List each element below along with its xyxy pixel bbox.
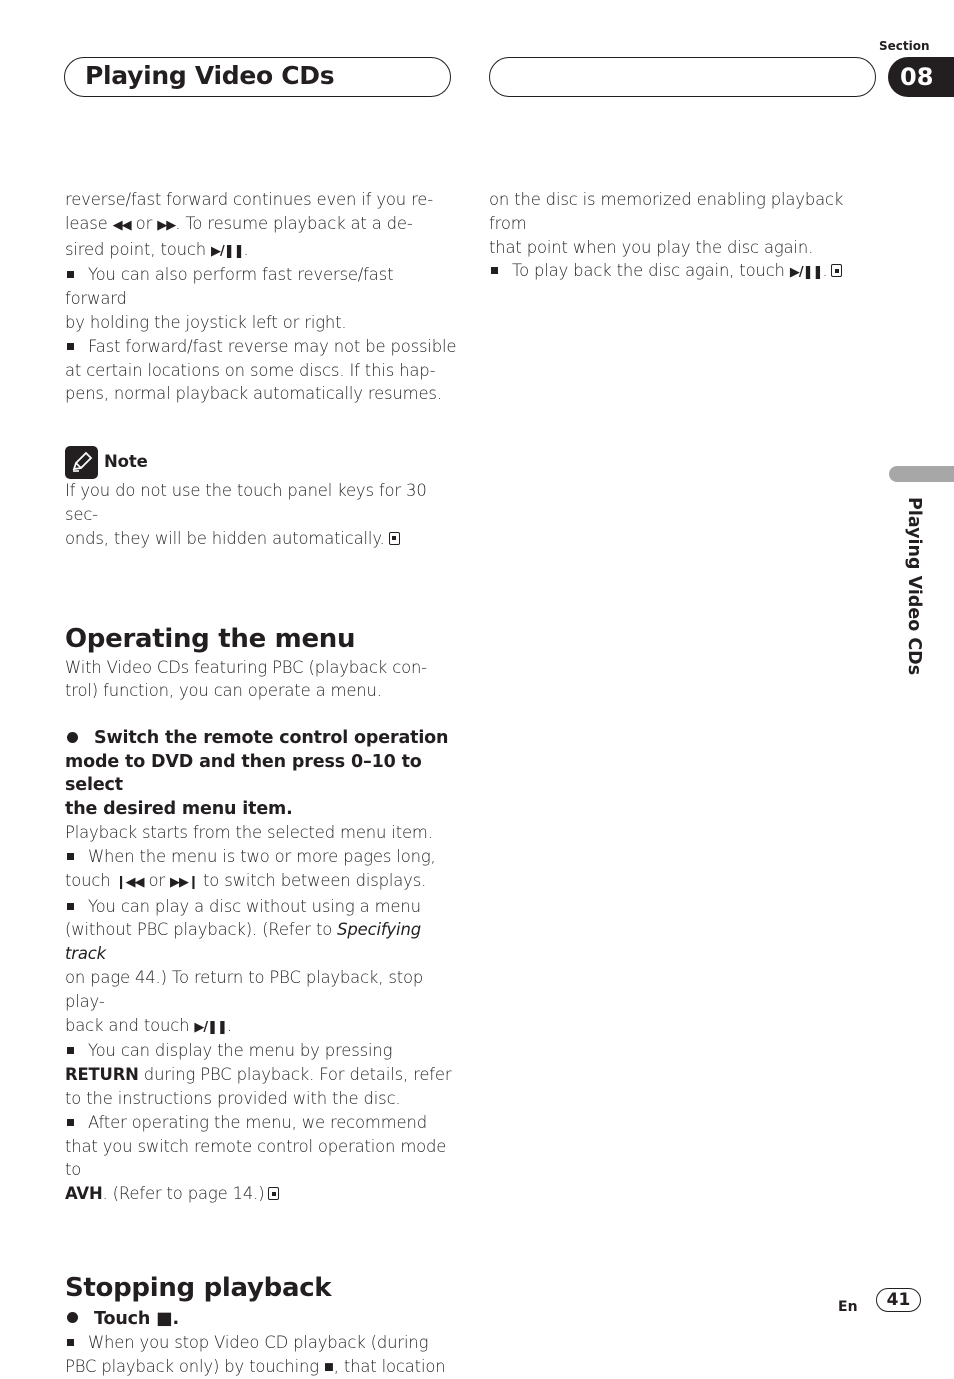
rewind-icon: ◀◀ bbox=[112, 217, 131, 233]
page-number: 41 bbox=[876, 1288, 921, 1312]
square-bullet-icon bbox=[67, 1047, 74, 1054]
end-of-section-icon bbox=[268, 1187, 279, 1200]
square-bullet-icon bbox=[67, 343, 74, 350]
bullet-item: When the menu is two or more pages long, touch ❙◀◀ or ▶▶❙ to switch between displays. bbox=[65, 846, 436, 890]
bullet-item: You can play a disc without using a menu (without PBC playback). (Refer to Specifying track on page 44.) To return to PBC playback, stop play- back and touch ▶/❚❚. bbox=[65, 896, 424, 1035]
play-pause-icon: ▶/❚❚ bbox=[194, 1019, 227, 1035]
bullet-item: After operating the menu, we recommend that you switch remote control operation mode to AVH. (Refer to page 14.) bbox=[65, 1112, 447, 1204]
square-bullet-icon bbox=[491, 267, 498, 274]
end-of-section-icon bbox=[389, 532, 400, 545]
heading-stopping-playback: Stopping playback bbox=[65, 1272, 332, 1303]
header-title-pill bbox=[64, 57, 451, 97]
note-label: Note bbox=[104, 452, 148, 472]
square-bullet-icon bbox=[67, 1339, 74, 1346]
paragraph: With Video CDs featuring PBC (playback con- trol) function, you can operate a menu. bbox=[65, 657, 427, 701]
bullet-item: To play back the disc again, touch ▶/❚❚. bbox=[489, 259, 881, 285]
square-bullet-icon bbox=[67, 903, 74, 910]
side-tab-marker bbox=[889, 466, 954, 482]
paragraph: reverse/fast forward continues even if you re- lease ◀◀ or ▶▶. To resume playback at a de- sired point, touch ▶/❚❚. bbox=[65, 190, 433, 259]
section-label: Section bbox=[879, 39, 930, 53]
paragraph: on the disc is memorized enabling playback from that point when you play the disc again. bbox=[489, 190, 844, 257]
section-number-badge: 08 bbox=[888, 57, 954, 97]
bullet-item: Fast forward/fast reverse may not be possible at certain locations on some discs. If this hap- pens, normal playback automatically resumes. bbox=[65, 336, 457, 404]
round-bullet-icon bbox=[67, 732, 78, 743]
play-pause-icon: ▶/❚❚ bbox=[211, 243, 244, 259]
heading-operating-menu: Operating the menu bbox=[65, 623, 356, 654]
square-bullet-icon bbox=[67, 271, 74, 278]
step-instruction: Switch the remote control operation mode to DVD and then press 0–10 to select the desired menu item. bbox=[65, 728, 449, 819]
round-bullet-icon bbox=[67, 1312, 78, 1323]
square-bullet-icon bbox=[67, 1119, 74, 1126]
bullet-item: You can display the menu by pressing RETURN during PBC playback. For details, refer to the instructions provided with the disc. bbox=[65, 1041, 452, 1108]
note-header bbox=[65, 445, 457, 479]
square-bullet-icon bbox=[67, 853, 74, 860]
bullet-item: When you stop Video CD playback (during PBC playback only) by touching ■, that location bbox=[65, 1333, 446, 1377]
next-track-icon: ▶▶❙ bbox=[170, 874, 198, 890]
pencil-note-icon bbox=[65, 446, 98, 479]
right-column bbox=[489, 188, 881, 285]
previous-track-icon: ❙◀◀ bbox=[115, 874, 144, 890]
note-text: If you do not use the touch panel keys for 30 sec- onds, they will be hidden automatically. bbox=[65, 481, 427, 548]
side-tab-label: Playing Video CDs bbox=[904, 497, 924, 676]
bullet-item: You can also perform fast reverse/fast forward by holding the joystick left or right. bbox=[65, 265, 394, 332]
page-title: Playing Video CDs bbox=[85, 61, 335, 90]
fast-forward-icon: ▶▶ bbox=[157, 217, 176, 233]
left-column bbox=[65, 188, 457, 1379]
step-result: Playback starts from the selected menu item. bbox=[65, 823, 433, 843]
header-empty-pill bbox=[489, 57, 876, 97]
language-label: En bbox=[838, 1299, 858, 1315]
play-pause-icon: ▶/❚❚ bbox=[789, 265, 823, 281]
end-of-section-icon bbox=[831, 264, 842, 277]
step-instruction: Touch ■. bbox=[65, 1308, 457, 1332]
